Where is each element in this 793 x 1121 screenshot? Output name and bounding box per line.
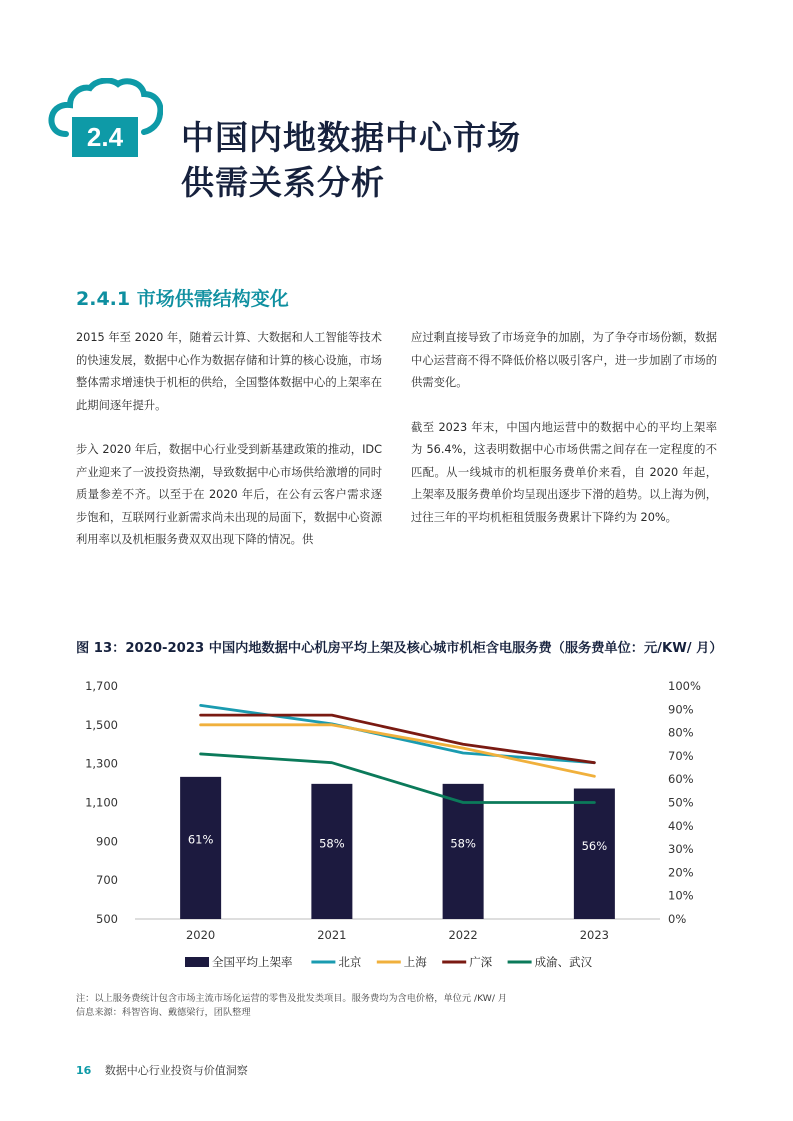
bar <box>180 777 221 919</box>
page-number: 16 <box>76 1064 92 1077</box>
bar-data-label: 56% <box>581 838 608 853</box>
left-axis-tick-label: 1,300 <box>85 756 118 771</box>
publication-title: 数据中心行业投资与价值洞察 <box>104 1064 248 1077</box>
body-column-right <box>411 327 717 529</box>
bar-data-label: 61% <box>187 832 214 847</box>
x-axis-tick-label: 2023 <box>579 928 610 942</box>
series-line <box>201 754 595 803</box>
body-paragraph: 步入 2020 年后，数据中心行业受到新基建政策的推动，IDC 产业迎来了一波投资热潮，导致数据中心市场供给激增的同时质量参差不齐。以至于在 2020 年后，在公有云客户需求逐步饱和，互联网行业新需求尚未出现的局面下，数据中心资源利用率以及机柜服务费双双出现下降的情况。供 <box>76 443 382 546</box>
body-paragraph: 2015 年至 2020 年，随着云计算、大数据和人工智能等技术的快速发展，数据中心作为数据存储和计算的核心设施，市场整体需求增速快于机柜的供给，全国整体数据中心的上架率在此期间逐年提升。 <box>76 331 382 412</box>
left-axis-tick-label: 1,700 <box>85 679 118 693</box>
chart-title: 图 13：2020-2023 中国内地数据中心机房平均上架及核心城市机柜含电服务费（服务费单位：元/KW/ 月） <box>76 641 723 656</box>
page-footer <box>76 1062 248 1078</box>
section-number-badge: 2.4 <box>72 117 138 157</box>
legend-label: 上海 <box>403 955 427 969</box>
left-axis-tick-label: 500 <box>96 912 118 926</box>
legend-swatch <box>185 957 209 967</box>
bar <box>443 784 484 919</box>
legend-label: 广深 <box>469 955 493 969</box>
left-axis-tick-label: 1,500 <box>85 717 118 732</box>
right-axis-tick-label: 60% <box>668 772 694 787</box>
right-axis-tick-label: 20% <box>668 865 694 880</box>
chart <box>60 670 740 990</box>
right-axis-tick-label: 70% <box>668 748 694 763</box>
right-axis-tick-label: 100% <box>668 679 701 693</box>
chart-note: 注：以上服务费统计包含市场主流市场化运营的零售及批发类项目。服务费均为含电价格，单位元 /KW/ 月 <box>76 993 508 1004</box>
body-paragraph: 应过剩直接导致了市场竞争的加剧，为了争夺市场份额，数据中心运营商不得不降低价格以吸引客户，进一步加剧了市场的供需变化。 <box>411 331 717 389</box>
right-axis-tick-label: 40% <box>668 818 694 833</box>
right-axis-tick-label: 80% <box>668 725 694 740</box>
left-axis-tick-label: 700 <box>96 873 118 888</box>
bar-data-label: 58% <box>319 836 345 851</box>
right-axis-tick-label: 10% <box>668 888 694 903</box>
legend-label: 成渝、武汉 <box>534 955 593 969</box>
x-axis-tick-label: 2022 <box>448 928 478 942</box>
x-axis-tick-label: 2021 <box>317 928 347 942</box>
section-title-line-1: 中国内地数据中心市场 <box>181 118 521 157</box>
bar-data-label: 58% <box>450 836 476 851</box>
subsection-heading: 2.4.1 市场供需结构变化 <box>76 288 289 310</box>
chart-notes <box>76 992 507 1020</box>
left-axis-tick-label: 900 <box>96 834 118 849</box>
bar <box>574 789 615 919</box>
section-title-line-2: 供需关系分析 <box>181 163 385 202</box>
right-axis-tick-label: 0% <box>668 912 687 926</box>
chart-source: 信息来源：科智咨询、戴德梁行，团队整理 <box>76 1007 251 1018</box>
right-axis-tick-label: 50% <box>668 795 694 810</box>
left-axis-tick-label: 1,100 <box>85 795 118 810</box>
right-axis-tick-label: 30% <box>668 842 694 857</box>
series-line <box>201 725 595 776</box>
x-axis-tick-label: 2020 <box>185 928 216 942</box>
bar <box>311 784 352 919</box>
legend-label: 全国平均上架率 <box>212 955 293 969</box>
body-column-left <box>76 327 382 552</box>
body-paragraph: 截至 2023 年末，中国内地运营中的数据中心的平均上架率为 56.4%，这表明数据中心市场供需之间存在一定程度的不匹配。从一线城市的机柜服务费单价来看，自 2020 年起，上架率及服务费单价均呈现出逐步下滑的趋势。以上海为例，过往三年的平均机柜租赁服务费累计下降约为 20%。 <box>411 420 717 524</box>
legend-label: 北京 <box>338 955 362 969</box>
right-axis-tick-label: 90% <box>668 702 694 717</box>
